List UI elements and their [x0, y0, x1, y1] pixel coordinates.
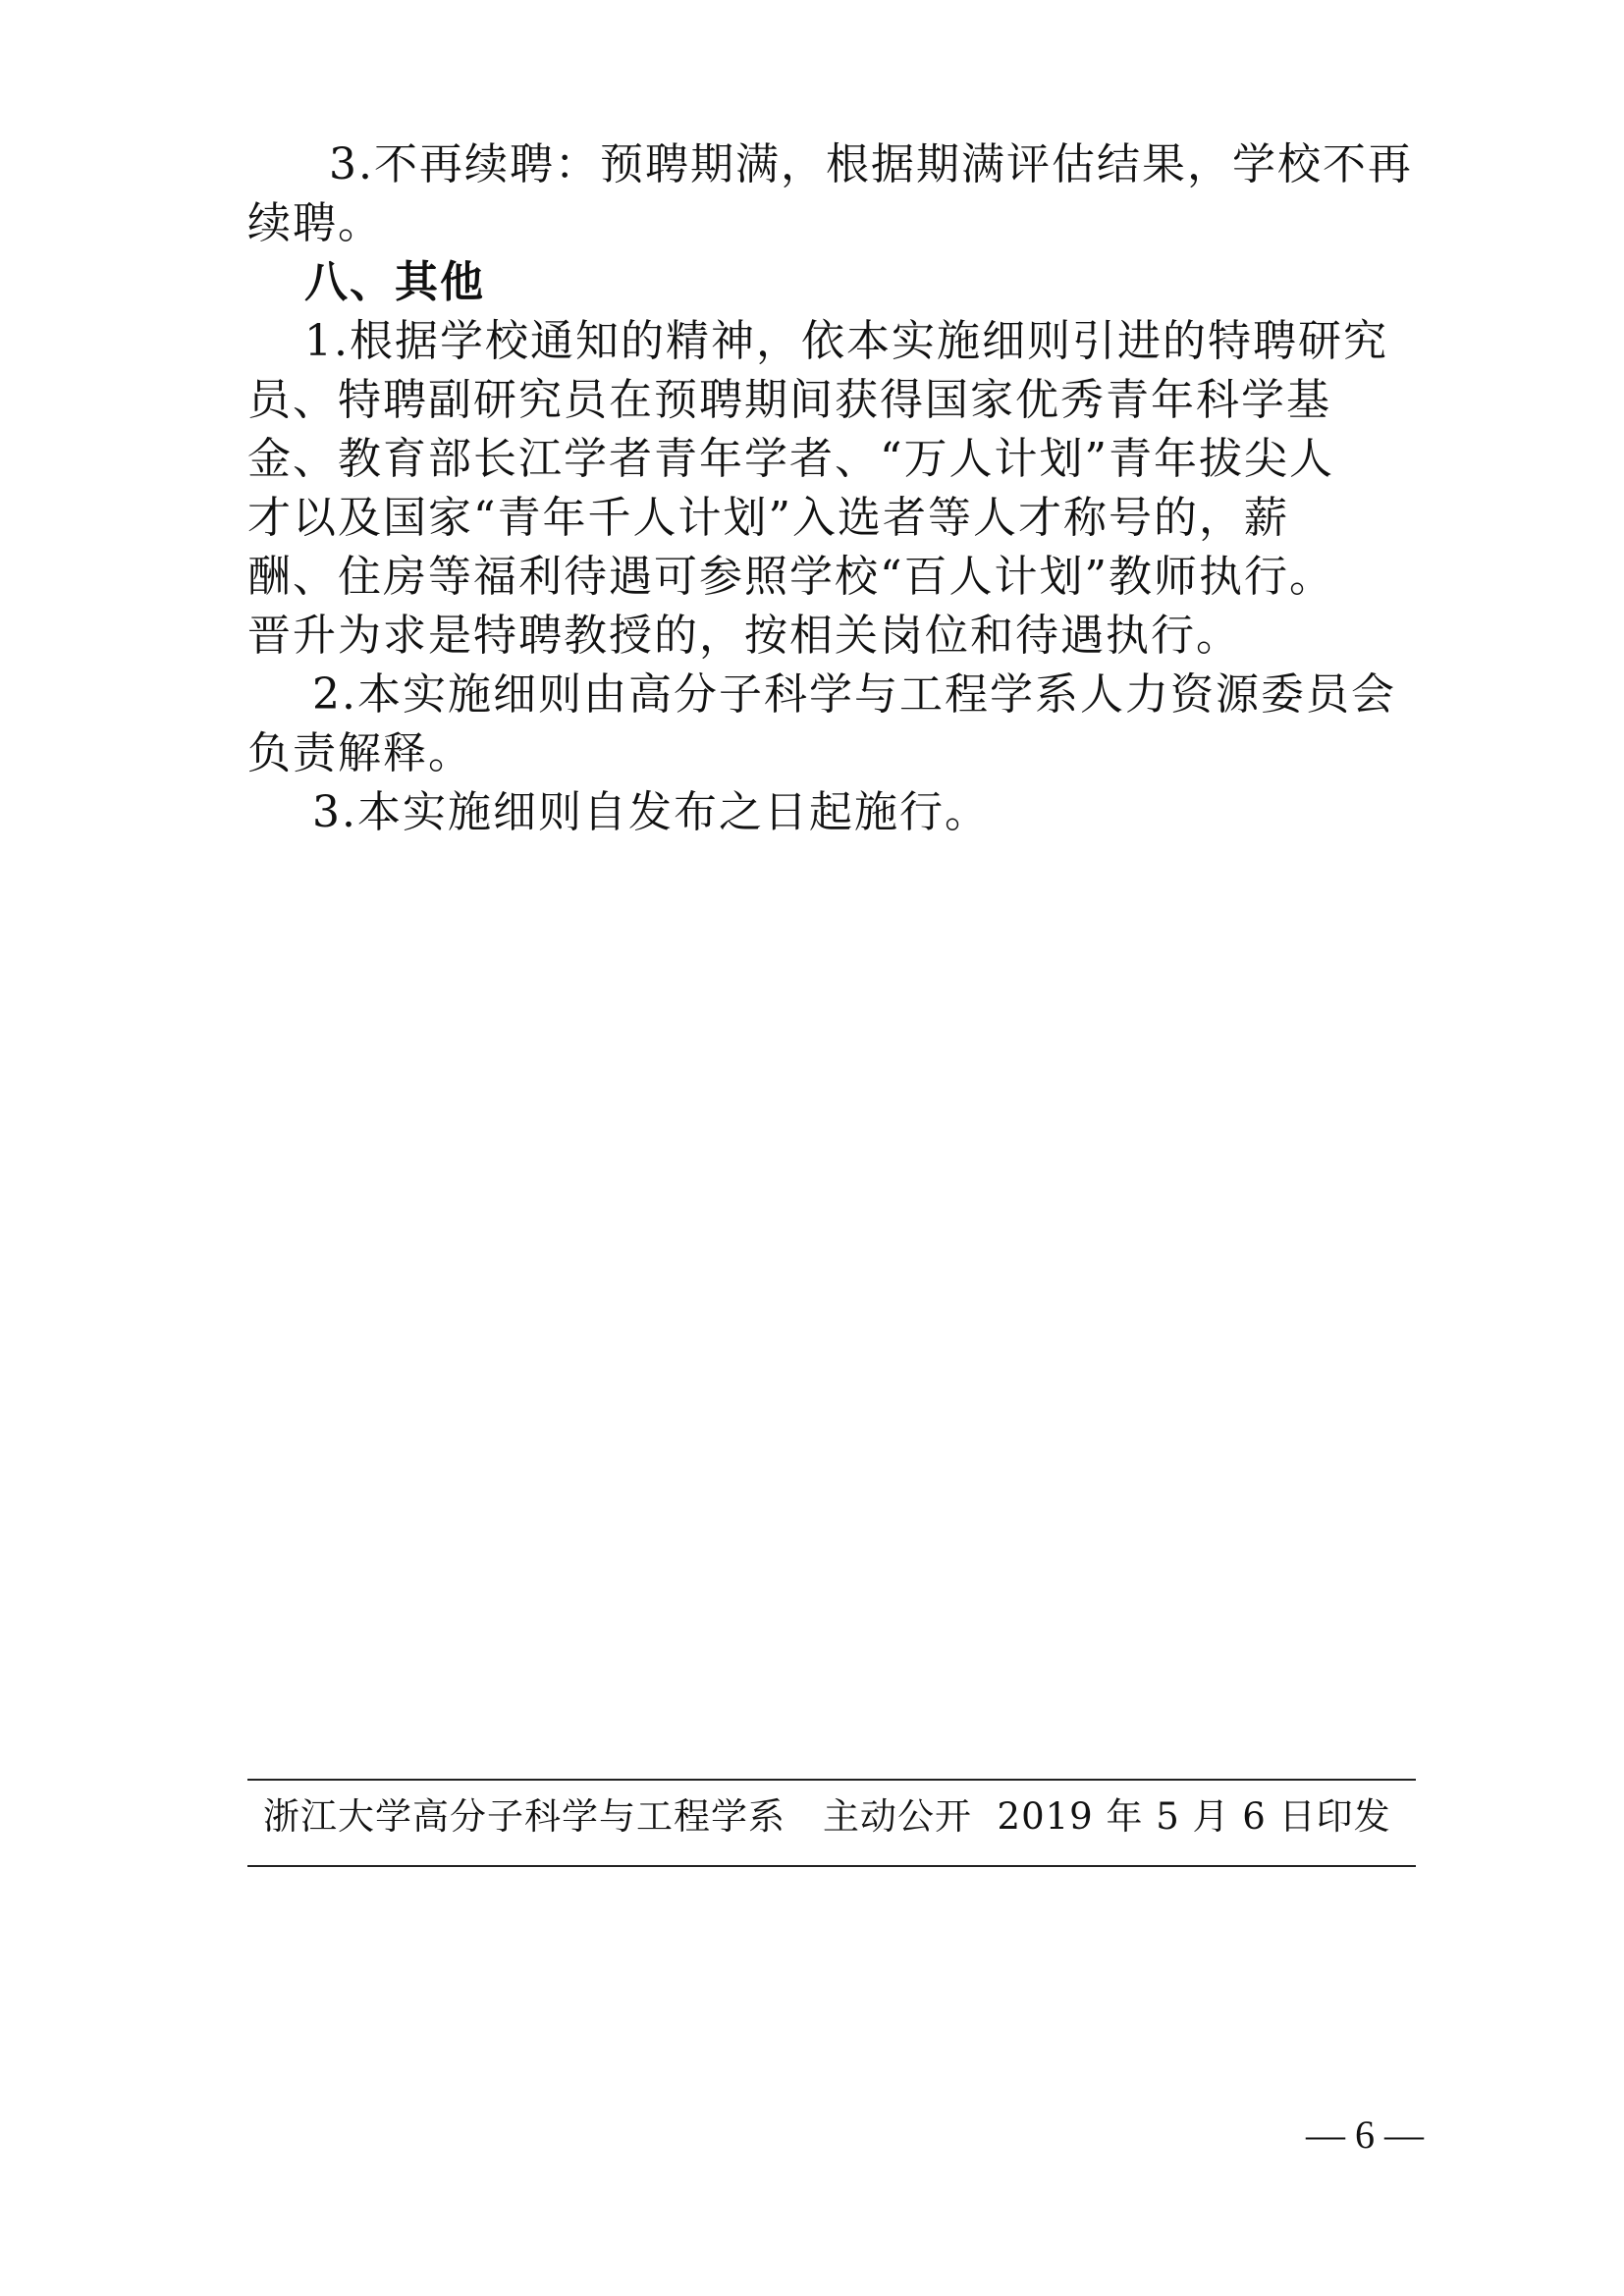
disclosure-type: 主动公开 — [823, 1795, 972, 1838]
paragraph-line: 金、教育部长江学者青年学者、“万人计划”青年拔尖人 — [247, 434, 1334, 484]
paragraph-line: 酬、住房等福利待遇可参照学校“百人计划”教师执行。 — [247, 552, 1334, 602]
issuer-name: 浙江大学高分子科学与工程学系 — [263, 1795, 785, 1838]
paragraph-line: 员、特聘副研究员在预聘期间获得国家优秀青年科学基 — [247, 375, 1331, 425]
paragraph-line: 才以及国家“青年千人计划”入选者等人才称号的，薪 — [247, 493, 1289, 543]
footer-top-rule — [247, 1779, 1416, 1781]
paragraph-line: 2.本实施细则由高分子科学与工程学系人力资源委员会 — [312, 669, 1396, 720]
issue-date: 2019 年 5 月 6 日印发 — [997, 1795, 1391, 1838]
footer-text — [263, 1792, 1391, 1842]
paragraph-line: 3.不再续聘：预聘期满，根据期满评估结果，学校不再 — [329, 139, 1413, 189]
paragraph-line: 续聘。 — [247, 198, 383, 248]
footer-bottom-rule — [247, 1865, 1416, 1867]
page-number: — 6 — — [1306, 2112, 1424, 2157]
paragraph-line: 3.本实施细则自发布之日起施行。 — [312, 787, 990, 837]
paragraph-line: 1.根据学校通知的精神，依本实施细则引进的特聘研究 — [304, 316, 1388, 366]
paragraph-line: 晋升为求是特聘教授的，按相关岗位和待遇执行。 — [247, 611, 1241, 661]
paragraph-line: 负责解释。 — [247, 728, 473, 778]
section-heading: 八、其他 — [304, 257, 485, 307]
